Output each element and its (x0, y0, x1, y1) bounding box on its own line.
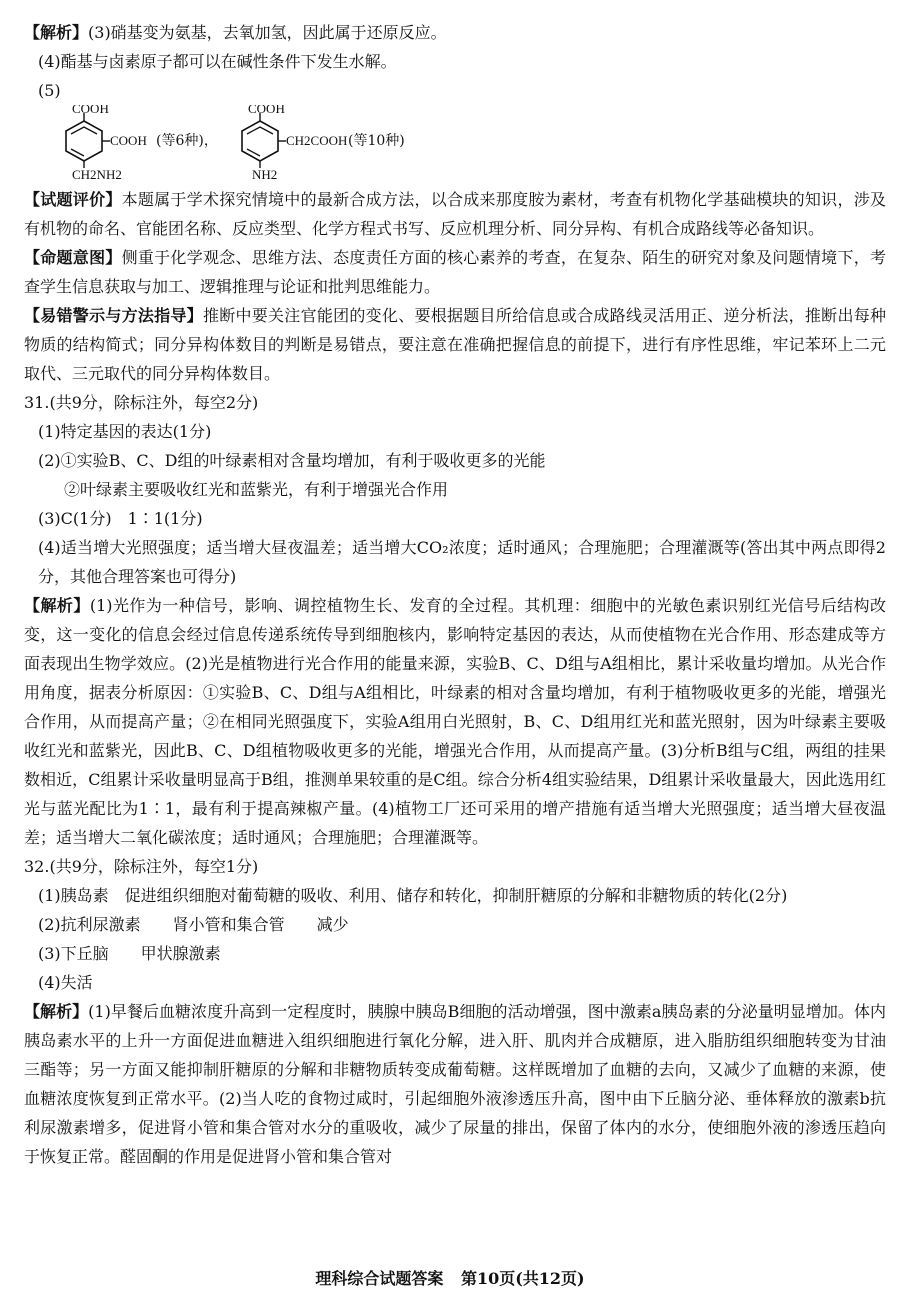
q32-answer-3: (3)下丘脑 甲状腺激素 (38, 944, 221, 963)
intent-text: 侧重于化学观念、思维方法、态度责任方面的核心素养的考查，在复杂、陌生的研究对象及问题情境下，考查学生信息获取与加工、逻辑推理与论证和批判思维能力。 (24, 248, 886, 296)
q31-analysis-tag: 【解析】 (24, 596, 90, 615)
q31-answer-3: (3)C(1分) 1∶1(1分) (38, 509, 203, 528)
evaluation-tag: 【试题评价】 (24, 190, 122, 209)
evaluation-paragraph (24, 185, 886, 243)
analysis-organic-3 (24, 18, 886, 47)
q32-analysis (24, 997, 886, 1171)
isomer-structure-2 (214, 105, 454, 185)
answer-organic-5-label: (5) (38, 81, 61, 100)
q32-analysis-tag: 【解析】 (24, 1002, 89, 1021)
q32-answer-2: (2)抗利尿激素 肾小管和集合管 减少 (38, 915, 349, 934)
struct1-top-group: COOH (72, 105, 109, 116)
q31-heading: 31.(共9分，除标注外，每空2分) (24, 393, 259, 412)
q31-answer-2a: (2)①实验B、C、D组的叶绿素相对含量均增加，有利于吸收更多的光能 (38, 451, 546, 470)
struct2-bottom-group: NH2 (252, 167, 278, 182)
q31-analysis (24, 591, 886, 852)
warning-paragraph (24, 301, 886, 388)
footer-title: 理科综合试题答案 (315, 1269, 444, 1288)
page-footer (0, 1266, 900, 1289)
answer-page (24, 18, 886, 1171)
warning-text: 推断中要关注官能团的变化、要根据题目所给信息或合成路线灵活用正、逆分析法，推断出每种物质的结构简式；同分异构体数目的判断是易错点，要注意在准确把握信息的前提下，进行有序性思维，牢记苯环上二元取代、三元取代的同分异构体数目。 (24, 306, 886, 383)
q32-analysis-text: (1)早餐后血糖浓度升高到一定程度时，胰腺中胰岛B细胞的活动增强，图中激素a胰岛素的分泌量明显增加。体内胰岛素水平的上升一方面促进血糖进入组织细胞进行氧化分解，进入肝、肌肉并合成糖原，进入脂肪组织细胞转变为甘油三酯等；另一方面又能抑制肝糖原的分解和非糖物质转变成葡萄糖。这样既增加了血糖的去向，又减少了血糖的来源，使血糖浓度恢复到正常水平。(2)当人吃的食物过咸时，引起细胞外液渗透压升高，图中由下丘脑分泌、垂体释放的激素b抗利尿激素增多，促进肾小管和集合管对水分的重吸收，减少了尿量的排出，保留了体内的水分，使细胞外液的渗透压趋向于恢复正常。醛固酮的作用是促进肾小管和集合管对 (24, 1002, 886, 1166)
q31-analysis-text: (1)光作为一种信号，影响、调控植物生长、发育的全过程。其机理：细胞中的光敏色素识别红光信号后结构改变，这一变化的信息会经过信息传递系统传导到细胞核内，影响特定基因的表达，从而使植物在光合作用、形态建成等方面表现出生物学效应。(2)光是植物进行光合作用的能量来源，实验B、C、D组与A组相比，累计采收量均增加。从光合作用角度，据表分析原因：①实验B、C、D组与A组相比，叶绿素的相对含量均增加，有利于植物吸收更多的光能，增强光合作用，从而提高产量；②在相同光照强度下，实验A组用白光照射，B、C、D组用红光和蓝光照射，因为叶绿素主要吸收红光和蓝紫光，因此B、C、D组植物吸收更多的光能，增强光合作用，从而提高产量。(3)分析B组与C组，两组的挂果数相近，C组累计采收量明显高于B组，推测单果较重的是C组。综合分析4组实验结果，D组累计采收量最大，因此选用红光与蓝光配比为1∶1，最有利于提高辣椒产量。(4)植物工厂还可采用的增产措施有适当增大光照强度；适当增大昼夜温差；适当增大二氧化碳浓度；适时通风；合理施肥；合理灌溉等。 (24, 596, 886, 847)
struct2-top-group: COOH (248, 105, 285, 116)
isomer-structures (24, 105, 886, 185)
struct1-note: (等6种)， (156, 133, 218, 149)
q32-answer-4: (4)失活 (38, 973, 93, 992)
q31-answer-4: (4)适当增大光照强度；适当增大昼夜温差；适当增大CO₂浓度；适时通风；合理施肥；合理灌溉等(答出其中两点即得2分，其他合理答案也可得分) (38, 538, 886, 586)
struct1-side-group: COOH (110, 133, 147, 148)
evaluation-text: 本题属于学术探究情境中的最新合成方法，以合成来那度胺为素材，考查有机物化学基础模块的知识，涉及有机物的命名、官能团名称、反应类型、化学方程式书写、反应机理分析、同分异构、有机合成路线等必备知识。 (24, 190, 886, 238)
struct2-side-group: CH2COOH (286, 133, 348, 148)
struct2-note: (等10种) (348, 133, 405, 149)
analysis-text: (3)硝基变为氨基，去氧加氢，因此属于还原反应。 (88, 23, 447, 42)
q31-answer-2b: ②叶绿素主要吸收红光和蓝紫光，有利于增强光合作用 (64, 480, 449, 499)
intent-tag: 【命题意图】 (24, 248, 122, 267)
intent-paragraph (24, 243, 886, 301)
answer-organic-4: (4)酯基与卤素原子都可以在碱性条件下发生水解。 (38, 52, 397, 71)
footer-page-number: 第10页(共12页) (460, 1269, 585, 1288)
q31-answer-1: (1)特定基因的表达(1分) (38, 422, 212, 441)
warning-tag: 【易错警示与方法指导】 (24, 306, 203, 325)
q32-answer-1: (1)胰岛素 促进组织细胞对葡萄糖的吸收、利用、储存和转化，抑制肝糖原的分解和非糖物质的转化(2分) (38, 886, 788, 905)
analysis-tag: 【解析】 (24, 23, 89, 42)
q32-heading: 32.(共9分，除标注外，每空1分) (24, 857, 259, 876)
struct1-bottom-group: CH2NH2 (72, 167, 122, 182)
